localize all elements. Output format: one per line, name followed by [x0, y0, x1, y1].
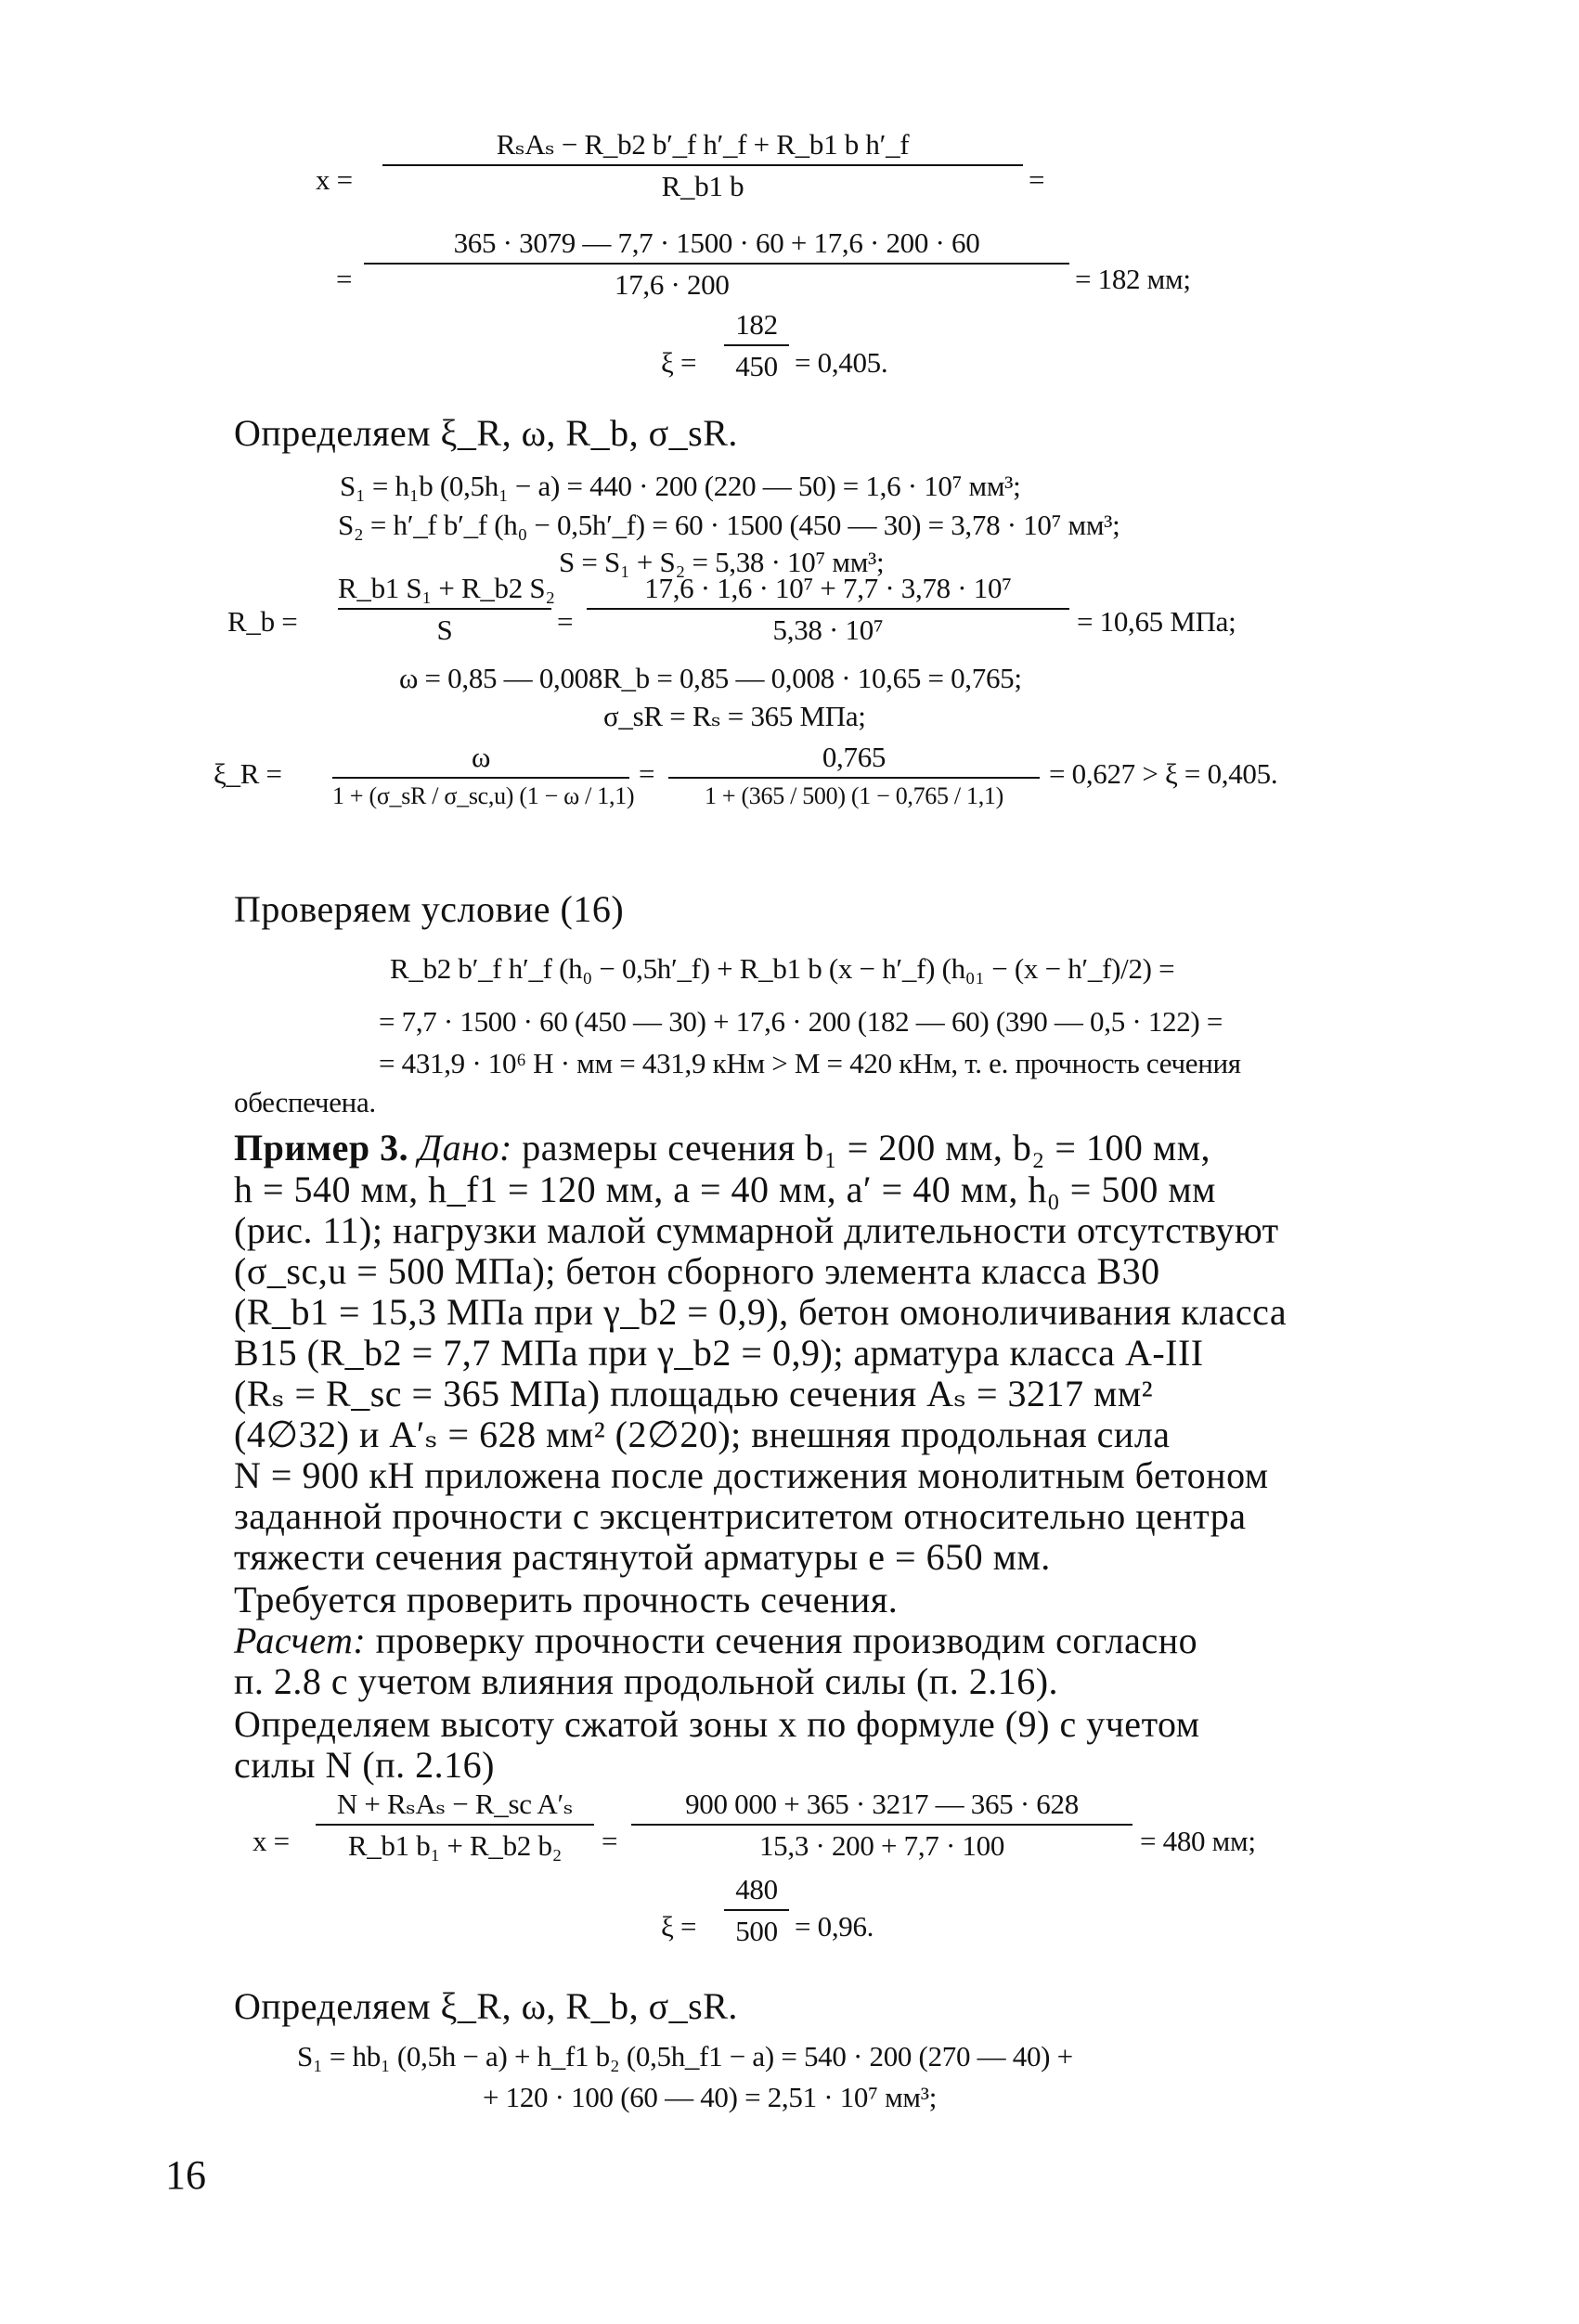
xir-fraction-symbolic	[332, 741, 635, 809]
formula-xi2-fraction	[724, 1875, 789, 1945]
example3-line-5: (R_b1 = 15,3 МПа при γ_b2 = 0,9), бетон омоноличивания класса	[234, 1291, 1288, 1333]
page-number: 16	[165, 2152, 206, 2198]
rb-denominator-numeric: 5,38 · 10⁷	[587, 608, 1069, 644]
formula-xi-denominator: 450	[724, 344, 789, 381]
formula-xi-numerator: 182	[735, 308, 778, 341]
check-heading: Проверяем условие (16)	[234, 888, 625, 930]
formula-xi-result: = 0,405.	[795, 346, 888, 379]
example3-line-3: (рис. 11); нагрузки малой суммарной длительности отсутствуют	[234, 1209, 1279, 1251]
xir-denominator-numeric: 1 + (365 / 500) (1 − 0,765 / 1,1)	[668, 777, 1040, 808]
s2-line: S₂ = h′_f b′_f (h₀ − 0,5h′_f) = 60 · 1500 (450 — 30) = 3,78 · 10⁷ мм³;	[338, 509, 1120, 541]
s1-line: S₁ = h₁b (0,5h₁ − a) = 440 · 200 (220 — 50) = 1,6 · 10⁷ мм³;	[340, 470, 1021, 502]
formula-x-lhs: x =	[316, 163, 353, 196]
formula-x2-fraction-numeric	[631, 1789, 1132, 1860]
example3-label: Пример 3.	[234, 1127, 409, 1168]
formula-x-fraction	[382, 130, 1023, 200]
example3-first-line	[234, 1127, 1211, 1168]
rb-denominator-symbolic: S	[338, 608, 551, 644]
rb-equals: =	[557, 605, 574, 638]
rb-numerator-numeric: 17,6 · 1,6 · 10⁷ + 7,7 · 3,78 · 10⁷	[644, 572, 1012, 604]
xir-equals: =	[639, 757, 655, 790]
formula-xi2-numerator: 480	[735, 1873, 778, 1905]
check-line-2: = 7,7 · 1500 · 60 (450 — 30) + 17,6 · 200 (182 — 60) (390 — 0,5 · 122) =	[379, 1005, 1223, 1038]
xir-result: = 0,627 > ξ = 0,405.	[1049, 757, 1278, 790]
formula-x2-numerator-numeric: 900 000 + 365 · 3217 — 365 · 628	[685, 1788, 1079, 1820]
s-line: S = S₁ + S₂ = 5,38 · 10⁷ мм³;	[559, 546, 885, 578]
check-formula: R_b2 b′_f h′_f (h₀ − 0,5h′_f) + R_b1 b (x − h′_f) (h₀₁ − (x − h′_f)/2) =	[390, 952, 1175, 985]
xir-denominator-symbolic: 1 + (σ_sR / σ_sc,u) (1 − ω / 1,1)	[332, 777, 629, 808]
example3-line-2: h = 540 мм, h_f1 = 120 мм, a = 40 мм, a′ = 40 мм, h₀ = 500 мм	[234, 1168, 1216, 1210]
calc-line-2: п. 2.8 с учетом влияния продольной силы (п. 2.16).	[234, 1660, 1059, 1702]
formula-xi-lhs: ξ =	[661, 346, 697, 379]
formula-xi2-result: = 0,96.	[795, 1910, 874, 1943]
s1b-line-2: + 120 · 100 (60 — 40) = 2,51 · 10⁷ мм³;	[483, 2081, 938, 2113]
formula-xi2-denominator: 500	[724, 1909, 789, 1945]
formula-x2-fraction-symbolic	[316, 1789, 594, 1860]
formula-x-numeric-denominator: 17,6 · 200	[364, 263, 1069, 299]
rb-fraction-numeric	[587, 574, 1069, 644]
height-line-1: Определяем высоту сжатой зоны x по формуле (9) с учетом	[234, 1703, 1200, 1745]
formula-x2-denominator-symbolic: R_b1 b₁ + R_b2 b₂	[316, 1824, 594, 1860]
sigma-line: σ_sR = Rₛ = 365 МПа;	[603, 700, 866, 732]
formula-x2-result: = 480 мм;	[1140, 1825, 1256, 1857]
xir-lhs: ξ_R =	[214, 757, 282, 790]
determine-heading-2: Определяем ξ_R, ω, R_b, σ_sR.	[234, 1985, 738, 2027]
rb-lhs: R_b =	[227, 605, 298, 638]
required-line: Требуется проверить прочность сечения.	[234, 1579, 899, 1620]
example3-line-4: (σ_sc,u = 500 МПа); бетон сборного элемента класса В30	[234, 1250, 1160, 1292]
example3-line-9: N = 900 кН приложена после достижения монолитным бетоном	[234, 1454, 1269, 1496]
xir-fraction-numeric	[668, 742, 1040, 808]
formula-x-numeric-numerator: 365 · 3079 — 7,7 · 1500 · 60 + 17,6 · 200 · 60	[453, 226, 980, 259]
formula-x-numeric-fraction	[364, 228, 1069, 299]
formula-x2-lhs: x =	[252, 1825, 290, 1857]
determine-heading-1: Определяем ξ_R, ω, R_b, σ_sR.	[234, 412, 738, 454]
formula-x2-numerator-symbolic: N + RₛAₛ − R_sc A′ₛ	[336, 1788, 574, 1820]
example3-line-6: В15 (R_b2 = 7,7 МПа при γ_b2 = 0,9); арматура класса А-III	[234, 1332, 1204, 1374]
example3-line-1: размеры сечения b₁ = 200 мм, b₂ = 100 мм,	[522, 1127, 1211, 1168]
formula-x2-denominator-numeric: 15,3 · 200 + 7,7 · 100	[631, 1824, 1132, 1860]
rb-result: = 10,65 МПа;	[1077, 605, 1236, 638]
check-line-3: = 431,9 · 10⁶ Н · мм = 431,9 кНм > M = 420 кНм, т. е. прочность сечения	[379, 1047, 1241, 1079]
example3-line-11: тяжести сечения растянутой арматуры e = 650 мм.	[234, 1536, 1051, 1578]
s1b-line-1: S₁ = hb₁ (0,5h − a) + h_f1 b₂ (0,5h_f1 − a) = 540 · 200 (270 — 40) +	[297, 2040, 1073, 2072]
rb-fraction-symbolic	[338, 572, 555, 646]
calc-label: Расчет:	[234, 1620, 367, 1661]
calc-line-1	[234, 1622, 1197, 1659]
formula-x2-equals: =	[602, 1825, 618, 1857]
check-line-4: обеспечена.	[234, 1086, 376, 1118]
xir-numerator-numeric: 0,765	[822, 741, 887, 773]
xir-numerator-symbolic: ω	[471, 741, 491, 773]
example3-line-8: (4∅32) и A′ₛ = 628 мм² (2∅20); внешняя продольная сила	[234, 1414, 1171, 1455]
formula-x-tail: =	[1029, 163, 1045, 196]
formula-x-numeric-result: = 182 мм;	[1075, 263, 1191, 295]
formula-x-numeric-lead: =	[336, 263, 353, 295]
example3-line-7: (Rₛ = R_sc = 365 МПа) площадью сечения Aₛ = 3217 мм²	[234, 1373, 1154, 1414]
height-line-2: силы N (п. 2.16)	[234, 1744, 495, 1786]
example3-given: Дано:	[418, 1127, 512, 1168]
omega-line: ω = 0,85 — 0,008R_b = 0,85 — 0,008 · 10,65 = 0,765;	[399, 662, 1022, 694]
formula-xi-fraction	[724, 310, 789, 381]
rb-numerator-symbolic: R_b1 S₁ + R_b2 S₂	[338, 572, 555, 604]
formula-x-numerator: RₛAₛ − R_b2 b′_f h′_f + R_b1 b h′_f	[496, 128, 910, 161]
calc-line-1-text: проверку прочности сечения производим согласно	[375, 1620, 1198, 1661]
example3-line-10: заданной прочности с эксцентриситетом относительно центра	[234, 1495, 1247, 1537]
formula-xi2-lhs: ξ =	[661, 1910, 697, 1943]
formula-x-denominator: R_b1 b	[382, 164, 1023, 200]
